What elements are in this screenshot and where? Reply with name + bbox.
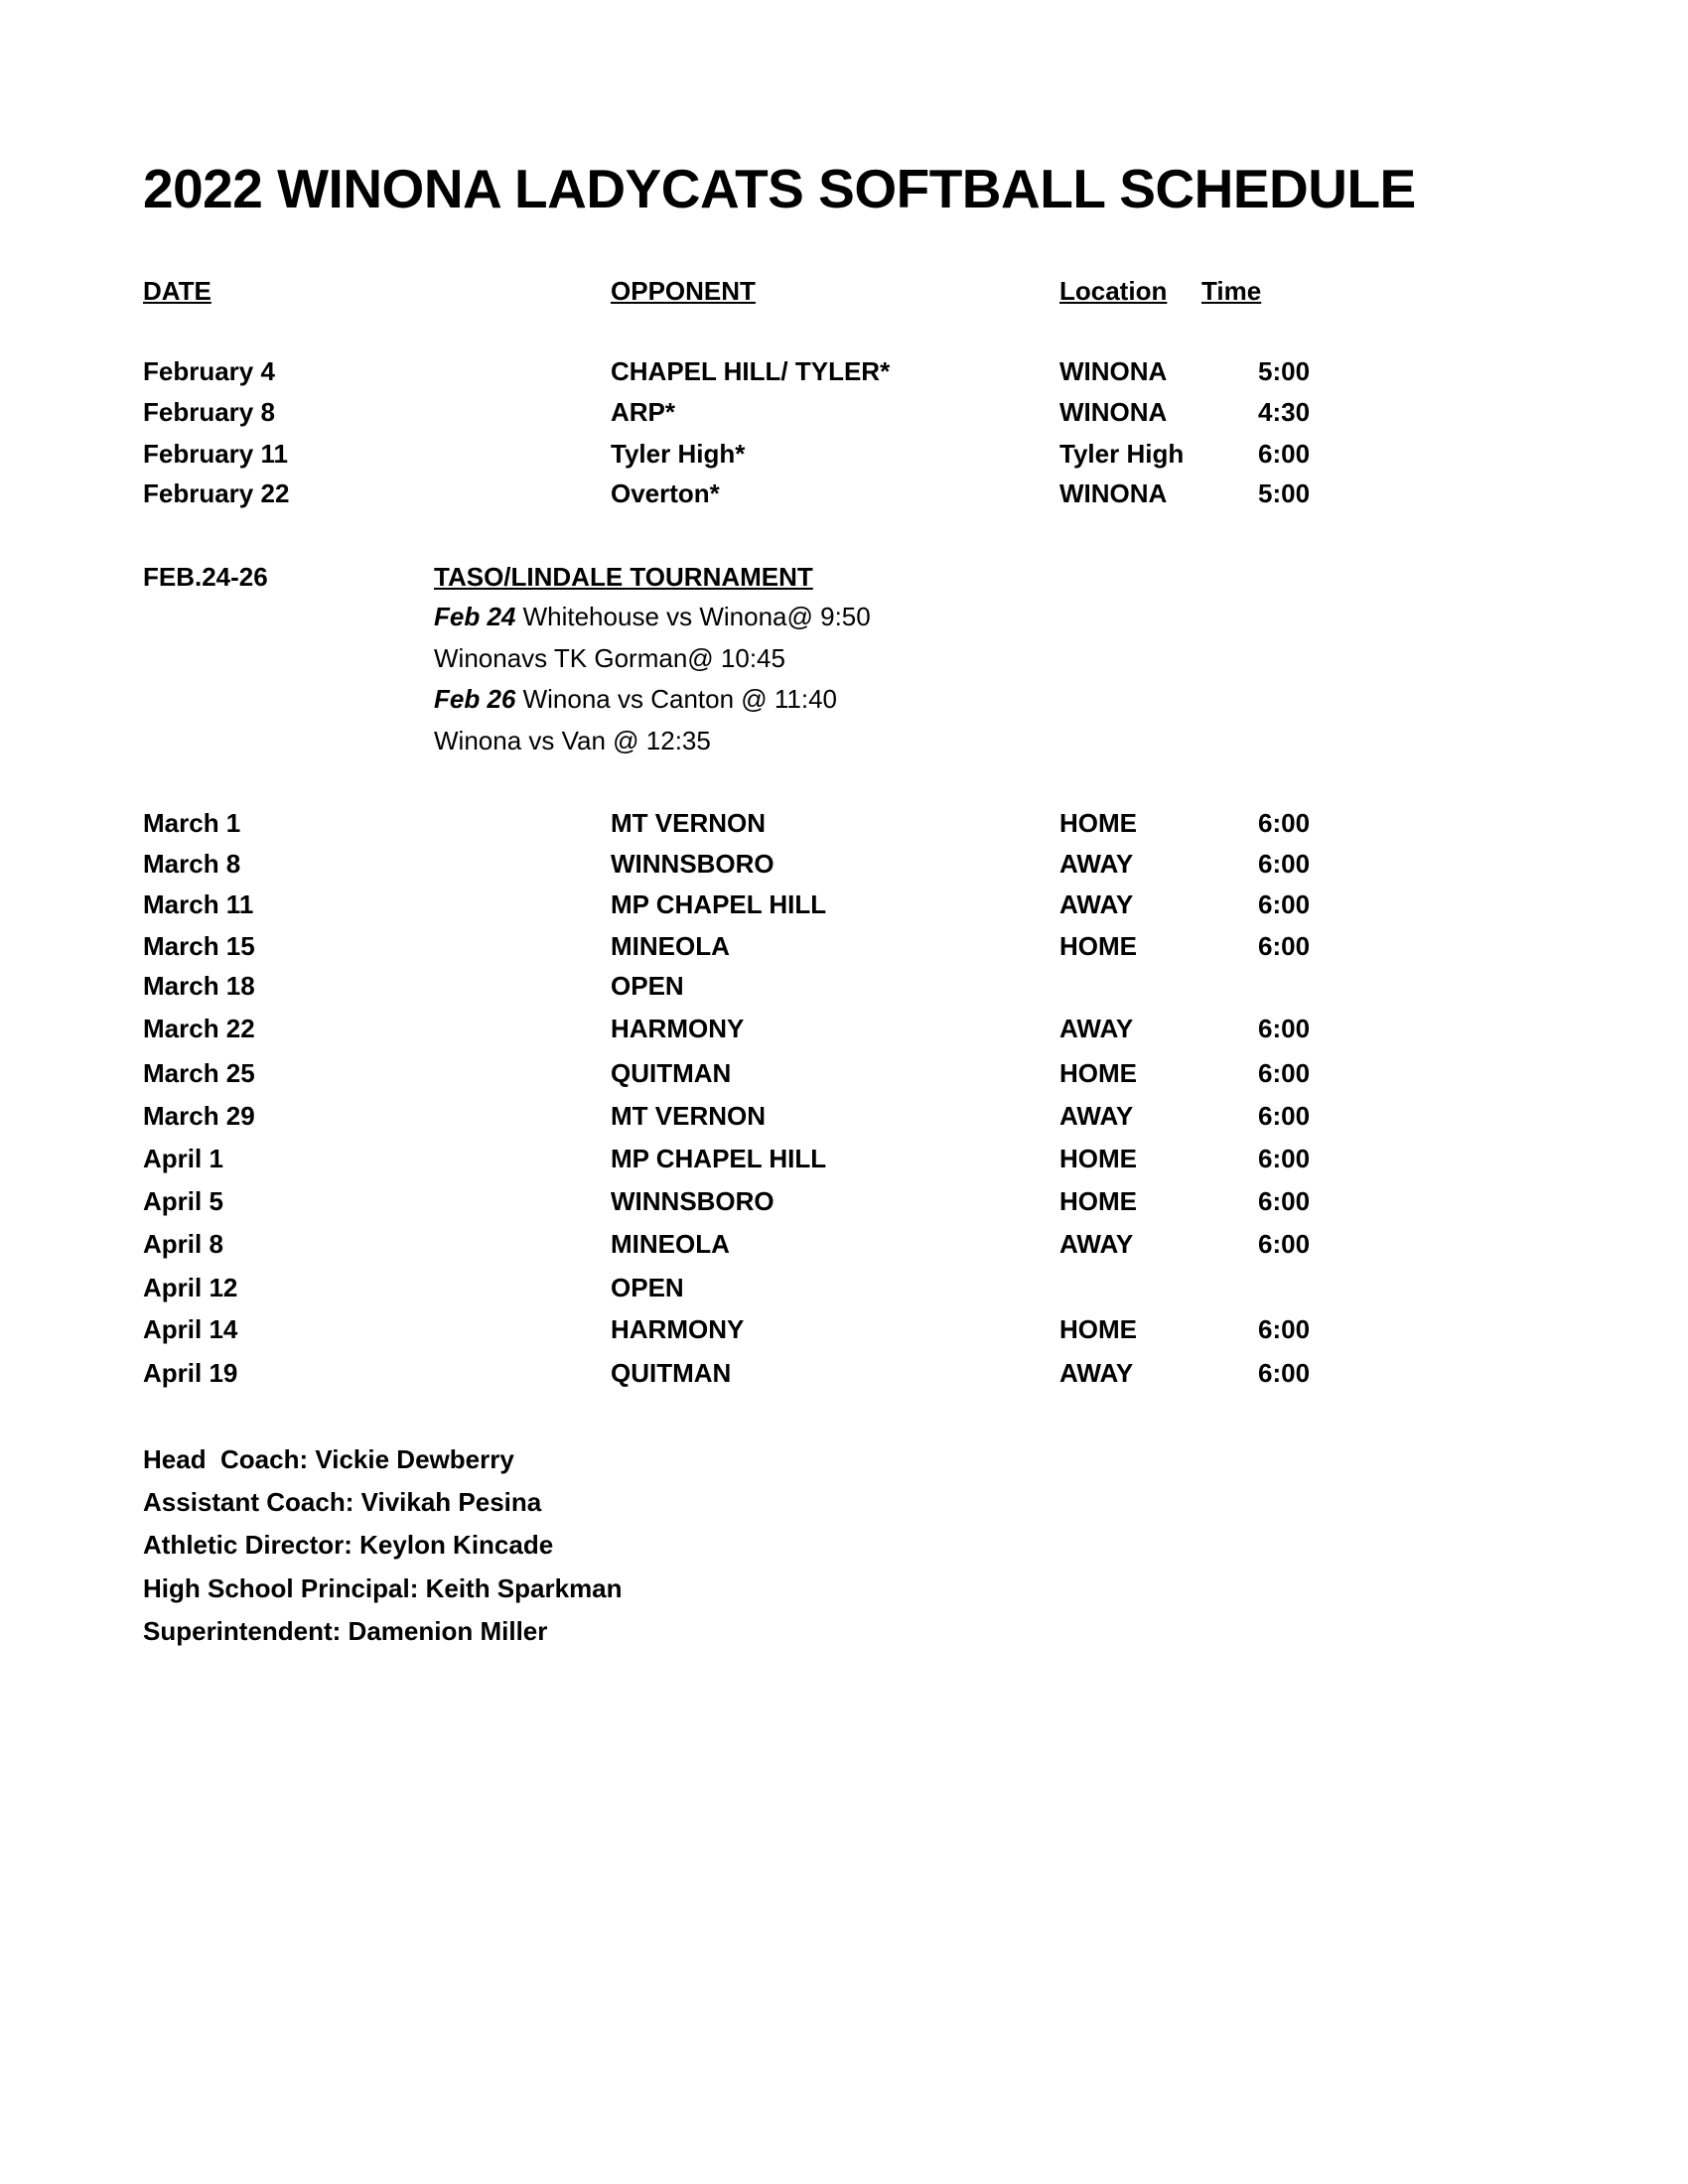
tournament-matchup: Winona vs Van @ 12:35 (434, 726, 711, 755)
tournament-name: TASO/LINDALE TOURNAMENT (434, 562, 813, 592)
game-date: April 14 (143, 1314, 238, 1344)
tournament-game-line (434, 726, 711, 756)
game-opponent: Tyler High* (611, 439, 746, 469)
game-date: March 1 (143, 808, 241, 838)
game-time: 6:00 (1258, 1314, 1311, 1344)
game-time: 6:00 (1258, 931, 1311, 961)
game-date: March 15 (143, 931, 255, 961)
tournament-game-line (434, 643, 785, 674)
tournament-matchup: Winonavs TK Gorman@ 10:45 (434, 643, 785, 673)
game-location: WINONA (1059, 397, 1168, 427)
game-date: March 8 (143, 849, 241, 879)
header-date: DATE (143, 276, 211, 306)
tournament-day: Feb 26 (434, 684, 516, 714)
game-time: 6:00 (1258, 1186, 1311, 1216)
game-opponent: QUITMAN (611, 1058, 732, 1088)
game-time: 6:00 (1258, 439, 1311, 469)
game-date: February 22 (143, 478, 290, 508)
game-opponent: WINNSBORO (611, 1186, 774, 1216)
header-opponent: OPPONENT (611, 276, 756, 306)
game-date: April 12 (143, 1273, 238, 1302)
game-time: 6:00 (1258, 1229, 1311, 1259)
game-opponent: MINEOLA (611, 1229, 730, 1259)
game-opponent: MT VERNON (611, 808, 766, 838)
game-date: April 8 (143, 1229, 223, 1259)
game-location: HOME (1059, 1144, 1137, 1173)
game-location: AWAY (1059, 1229, 1134, 1259)
page-title: 2022 WINONA LADYCATS SOFTBALL SCHEDULE (143, 158, 1416, 219)
tournament-game-line (434, 602, 871, 632)
game-location: Tyler High (1059, 439, 1185, 469)
game-time: 6:00 (1258, 1358, 1311, 1388)
game-location: HOME (1059, 1058, 1137, 1088)
game-opponent: OPEN (611, 971, 684, 1001)
game-time: 6:00 (1258, 1014, 1311, 1043)
game-date: April 5 (143, 1186, 223, 1216)
staff-member: High School Principal: Keith Sparkman (143, 1573, 623, 1603)
game-date: April 19 (143, 1358, 238, 1388)
game-location: AWAY (1059, 1358, 1134, 1388)
tournament-matchup: Whitehouse vs Winona@ 9:50 (515, 602, 871, 631)
game-time: 4:30 (1258, 397, 1311, 427)
game-location: HOME (1059, 808, 1137, 838)
game-time: 6:00 (1258, 1144, 1311, 1173)
game-opponent: MT VERNON (611, 1101, 766, 1131)
game-opponent: Overton* (611, 478, 720, 508)
game-location: HOME (1059, 1186, 1137, 1216)
game-opponent: CHAPEL HILL/ TYLER* (611, 356, 891, 386)
game-time: 6:00 (1258, 808, 1311, 838)
game-date: February 8 (143, 397, 275, 427)
header-time: Time (1201, 276, 1262, 306)
game-opponent: QUITMAN (611, 1358, 732, 1388)
game-location: HOME (1059, 931, 1137, 961)
game-time: 6:00 (1258, 1058, 1311, 1088)
game-date: March 22 (143, 1014, 255, 1043)
game-location: AWAY (1059, 1101, 1134, 1131)
tournament-day: Feb 24 (434, 602, 516, 631)
game-location: WINONA (1059, 356, 1168, 386)
game-time: 5:00 (1258, 356, 1311, 386)
game-opponent: HARMONY (611, 1314, 745, 1344)
game-date: April 1 (143, 1144, 223, 1173)
staff-member: Superintendent: Damenion Miller (143, 1616, 548, 1646)
game-time: 6:00 (1258, 849, 1311, 879)
game-location: AWAY (1059, 889, 1134, 919)
game-opponent: WINNSBORO (611, 849, 774, 879)
game-location: AWAY (1059, 849, 1134, 879)
game-date: February 4 (143, 356, 275, 386)
game-date: March 11 (143, 889, 254, 919)
game-location: AWAY (1059, 1014, 1134, 1043)
header-location: Location (1059, 276, 1168, 306)
game-opponent: ARP* (611, 397, 676, 427)
game-opponent: MP CHAPEL HILL (611, 1144, 827, 1173)
tournament-date: FEB.24-26 (143, 562, 268, 592)
staff-member: Assistant Coach: Vivikah Pesina (143, 1487, 542, 1517)
staff-member: Head Coach: Vickie Dewberry (143, 1444, 514, 1474)
staff-member: Athletic Director: Keylon Kincade (143, 1530, 554, 1560)
game-opponent: MINEOLA (611, 931, 730, 961)
game-time: 6:00 (1258, 889, 1311, 919)
game-date: March 18 (143, 971, 255, 1001)
game-opponent: MP CHAPEL HILL (611, 889, 827, 919)
tournament-game-line (434, 684, 837, 715)
game-date: March 25 (143, 1058, 255, 1088)
game-location: WINONA (1059, 478, 1168, 508)
game-time: 6:00 (1258, 1101, 1311, 1131)
game-time: 5:00 (1258, 478, 1311, 508)
game-date: March 29 (143, 1101, 255, 1131)
tournament-matchup: Winona vs Canton @ 11:40 (515, 684, 838, 714)
game-location: HOME (1059, 1314, 1137, 1344)
game-date: February 11 (143, 439, 288, 469)
game-opponent: OPEN (611, 1273, 684, 1302)
game-opponent: HARMONY (611, 1014, 745, 1043)
